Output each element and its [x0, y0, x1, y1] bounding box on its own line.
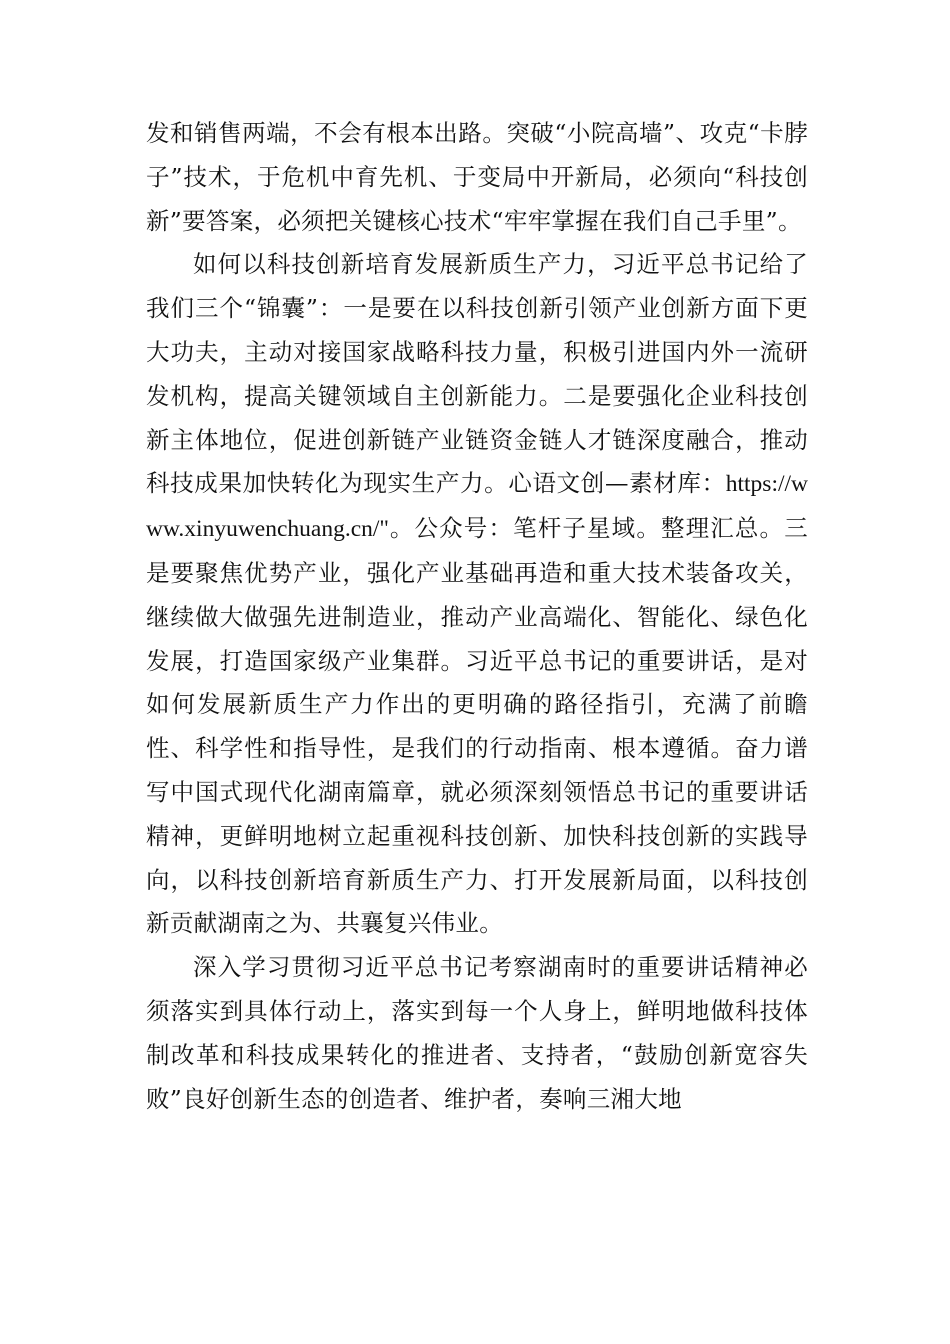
- paragraph-2: [146, 243, 808, 946]
- paragraph-3-text: 深入学习贯彻习近平总书记考察湖南时的重要讲话精神必须落实到具体行动上，落实到每一个人身上，鲜明地做科技体制改革和科技成果转化的推进者、支持者，“鼓励创新宽容失败”良好创新生态的创造者、维护者，奏响三湘大地: [146, 953, 808, 1113]
- paragraph-3: [146, 946, 808, 1121]
- paragraph-2-text-b: 。公众号：笔杆子星域。整理汇总。三是要聚焦优势产业，强化产业基础再造和重大技术装备攻关，继续做大做强先进制造业，推动产业高端化、智能化、绿色化发展，打造国家级产业集群。习近平总书记的重要讲话，是对如何发展新质生产力作出的更明确的路径指引，充满了前瞻性、科学性和指导性，是我们的行动指南、根本遵循。奋力谱写中国式现代化湖南篇章，就必须深刻领悟总书记的重要讲话精神，更鲜明地树立起重视科技创新、加快科技创新的实践导向，以科技创新培育新质生产力、打开发展新局面，以科技创新贡献湖南之为、共襄复兴伟业。: [146, 514, 808, 938]
- website-link-text: https://www.xinyuwenchuang.cn/": [146, 471, 808, 543]
- paragraph-1-text: 发和销售两端，不会有根本出路。突破“小院高墙”、攻克“卡脖子”技术，于危机中育先机、于变局中开新局，必须向“科技创新”要答案，必须把关键核心技术“牢牢掌握在我们自己手里”。: [146, 119, 808, 235]
- paragraph-1: [146, 112, 808, 243]
- paragraph-2-text-a: 如何以科技创新培育发展新质生产力，习近平总书记给了我们三个“锦囊”：一是要在以科技创新引领产业创新方面下更大功夫，主动对接国家战略科技力量，积极引进国内外一流研发机构，提高关键领域自主创新能力。二是要强化企业科技创新主体地位，促进创新链产业链资金链人才链深度融合，推动科技成果加快转化为现实生产力。心语文创—素材库：: [146, 250, 808, 498]
- document-body: [146, 112, 808, 1121]
